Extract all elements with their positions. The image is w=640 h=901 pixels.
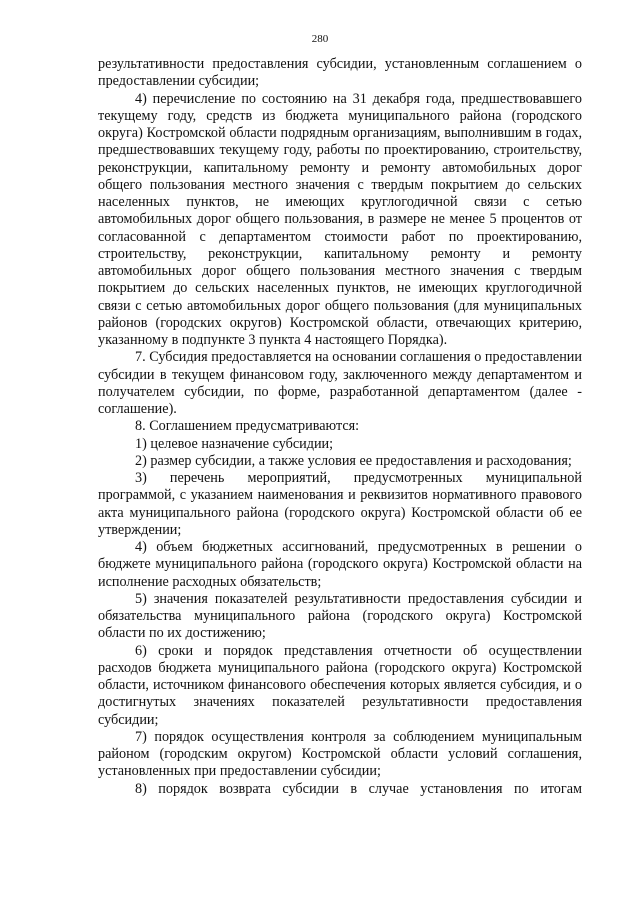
list-item-4-budget: 4) объем бюджетных ассигнований, предусмотренных в решении о бюджете муниципального района (городского округа) Костромской области на исполнение расходных обязательств; xyxy=(98,539,582,590)
document-body xyxy=(98,56,582,798)
clause-7-subsidy-agreement: 7. Субсидия предоставляется на основании соглашения о предоставлении субсидии в текущем финансовом году, заключенного между департаментом и получателем субсидии, по форме, разработанной департаментом (далее - соглашение). xyxy=(98,349,582,417)
list-item-5-indicators: 5) значения показателей результативности предоставления субсидии и обязательства муниципального района (городского округа) Костромской области по их достижению; xyxy=(98,590,582,642)
list-item-3-measures: 3) перечень мероприятий, предусмотренных муниципальной программой, с указанием наименования и реквизитов нормативного правового акта муниципального района (городского округа) Костромской области об ее утверждении; xyxy=(98,470,582,538)
list-item-4-transfer: 4) перечисление по состоянию на 31 декабря года, предшествовавшего текущему году, средств из бюджета муниципального района (городского округа) Костромской области подрядным организациям, выполнившим в годах, предшествовавших текущему году, работы по проектированию, строительству, реконструкции, капитальному ремонту и ремонту автомобильных дорог общего пользования местного значения с твердым покрытием до сельских населенных пунктов, не имеющих круглогодичной связи с сетью автомобильных дорог общего пользования, в размере не менее 5 процентов от согласованной с департаментом стоимости работ по проектированию, строительству, реконструкции, капитальному ремонту и ремонту автомобильных дорог общего пользования местного значения с твердым покрытием до сельских населенных пунктов, не имеющих круглогодичной связи с сетью автомобильных дорог общего пользования (для муниципальных районов (городских округов) Костромской области, отвечающих критерию, указанному в подпункте 3 пункта 4 настоящего Порядка). xyxy=(98,90,582,348)
page-number: 280 xyxy=(311,33,329,45)
list-item-6-reporting: 6) сроки и порядок представления отчетности об осуществлении расходов бюджета муниципального района (городского округа) Костромской области, источником финансового обеспечения которых является субсидия, и о достигнутых значениях показателей результативности предоставления субсидии; xyxy=(98,642,582,728)
list-item-7-control: 7) порядок осуществления контроля за соблюдением муниципальным районом (городским округом) Костромской области условий соглашения, установленных при предоставлении субсидии; xyxy=(98,728,582,780)
list-item-2-amount: 2) размер субсидии, а также условия ее предоставления и расходования; xyxy=(135,452,572,469)
paragraph-continuation: результативности предоставления субсидии, установленным соглашением о предоставлении субсидии; xyxy=(98,56,582,90)
list-item-8-refund: 8) порядок возврата субсидии в случае установления по итогам xyxy=(135,780,582,797)
clause-8-agreement-provisions: 8. Соглашением предусматриваются: xyxy=(135,418,360,435)
list-item-1-purpose: 1) целевое назначение субсидии; xyxy=(135,435,334,452)
